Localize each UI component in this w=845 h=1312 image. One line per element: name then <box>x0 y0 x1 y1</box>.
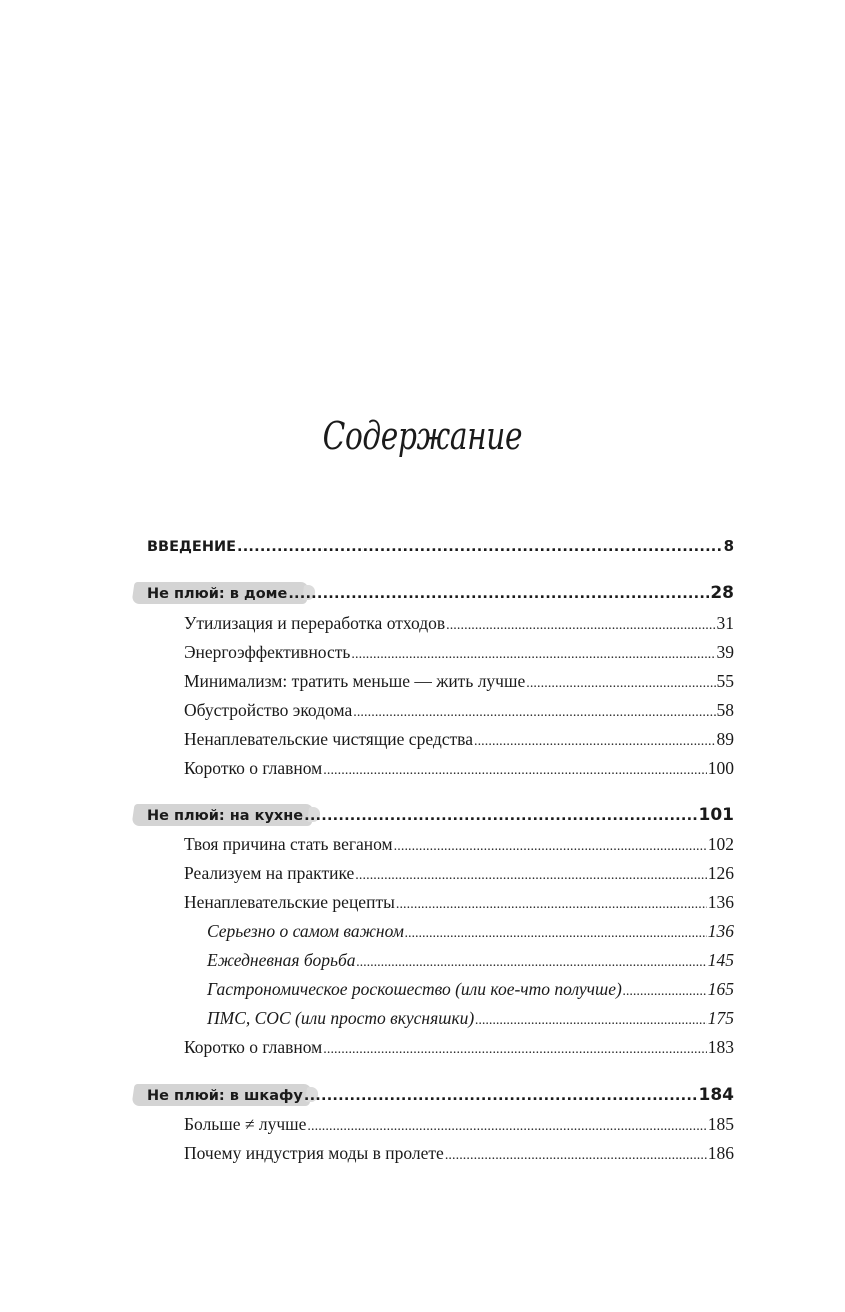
toc-entry-title: Не плюй: в доме <box>147 586 288 602</box>
toc-page-number: 28 <box>710 583 734 603</box>
toc-page-number: 183 <box>707 1037 734 1057</box>
toc-page-number: 58 <box>716 700 734 720</box>
toc-page-number: 55 <box>716 671 734 691</box>
toc-entry-title: Почему индустрия моды в пролете <box>184 1143 444 1163</box>
toc-leader-dots <box>405 926 707 942</box>
toc-subchapter <box>207 921 734 942</box>
toc-page-number: 8 <box>723 537 734 555</box>
toc-chapter <box>184 613 734 634</box>
toc-page-number: 186 <box>707 1143 734 1163</box>
toc-page-number: 175 <box>707 1008 734 1028</box>
toc-chapter <box>184 642 734 663</box>
toc-chapter <box>184 1037 734 1058</box>
toc-page-number: 126 <box>707 863 734 883</box>
toc-page-number: 101 <box>698 805 734 825</box>
toc-page-number: 185 <box>707 1114 734 1134</box>
toc-page-number: 184 <box>698 1085 734 1105</box>
toc-entry-title: Гастрономическое роскошество (или кое-что получше) <box>207 979 622 999</box>
toc-leader-dots <box>526 676 715 692</box>
toc-entry-title: Утилизация и переработка отходов <box>184 613 446 633</box>
toc-leader-dots <box>304 808 697 824</box>
toc-chapter <box>184 863 734 884</box>
toc-entry-title: Минимализм: тратить меньше — жить лучше <box>184 671 526 691</box>
toc-leader-dots <box>446 618 715 634</box>
toc-chapter <box>184 758 734 779</box>
toc-entry-title: Коротко о главном <box>184 1037 323 1057</box>
toc-page-number: 39 <box>716 642 734 662</box>
toc-chapter <box>184 729 734 750</box>
toc-entry-title: ПМС, СОС (или просто вкусняшки) <box>207 1008 475 1028</box>
toc-entry-title: Ненаплевательские рецепты <box>184 892 395 912</box>
toc-page-number: 89 <box>716 729 734 749</box>
toc-page-number: 136 <box>707 892 734 912</box>
toc-chapter <box>184 892 734 913</box>
toc-entry-title: ВВЕДЕНИЕ <box>147 539 237 555</box>
toc-page-number: 31 <box>716 613 734 633</box>
toc-section <box>147 1085 734 1105</box>
toc-chapter <box>184 1143 734 1164</box>
toc-entry-title: Больше ≠ лучше <box>184 1114 307 1134</box>
toc-leader-dots <box>323 1042 707 1058</box>
toc-section <box>147 805 734 825</box>
toc-page-number: 136 <box>707 921 734 941</box>
toc-chapter <box>184 700 734 721</box>
toc-subchapter <box>207 979 734 1000</box>
toc-chapter <box>184 1114 734 1135</box>
toc-leader-dots <box>288 586 709 602</box>
toc-entry-title: Серьезно о самом важном <box>207 921 404 941</box>
toc-page-number: 102 <box>707 834 734 854</box>
toc-chapter <box>184 834 734 855</box>
toc-entry-title: Твоя причина стать веганом <box>184 834 393 854</box>
toc-entry-title: Обустройство экодома <box>184 700 353 720</box>
toc-entry-title: Коротко о главном <box>184 758 323 778</box>
toc-entry-title: Не плюй: в шкафу <box>147 1088 303 1104</box>
toc-leader-dots <box>351 647 715 663</box>
toc-leader-dots <box>323 763 707 779</box>
toc-entry-title: Ненаплевательские чистящие средства <box>184 729 473 749</box>
toc-leader-dots <box>474 734 716 750</box>
toc-leader-dots <box>307 1119 706 1135</box>
toc-leader-dots <box>304 1088 698 1104</box>
toc-entry-title: Не плюй: на кухне <box>147 808 304 824</box>
toc-subchapter <box>207 1008 734 1029</box>
toc-subchapter <box>207 950 734 971</box>
toc-leader-dots <box>394 839 707 855</box>
toc-leader-dots <box>623 984 707 1000</box>
toc-leader-dots <box>357 955 707 971</box>
toc-entry-title: Энергоэффективность <box>184 642 351 662</box>
toc-chapter <box>184 671 734 692</box>
toc-page-number: 165 <box>707 979 734 999</box>
toc-page-number: 145 <box>707 950 734 970</box>
toc-leader-dots <box>445 1148 707 1164</box>
page-title: Содержание <box>322 414 523 458</box>
toc-page-number: 100 <box>707 758 734 778</box>
toc-leader-dots <box>396 897 707 913</box>
toc-section <box>147 537 734 555</box>
toc-section <box>147 583 734 603</box>
toc-entry-title: Реализуем на практике <box>184 863 355 883</box>
toc-leader-dots <box>237 539 723 555</box>
toc-leader-dots <box>353 705 715 721</box>
toc-leader-dots <box>475 1013 707 1029</box>
toc-leader-dots <box>355 868 706 884</box>
toc-entry-title: Ежедневная борьба <box>207 950 356 970</box>
